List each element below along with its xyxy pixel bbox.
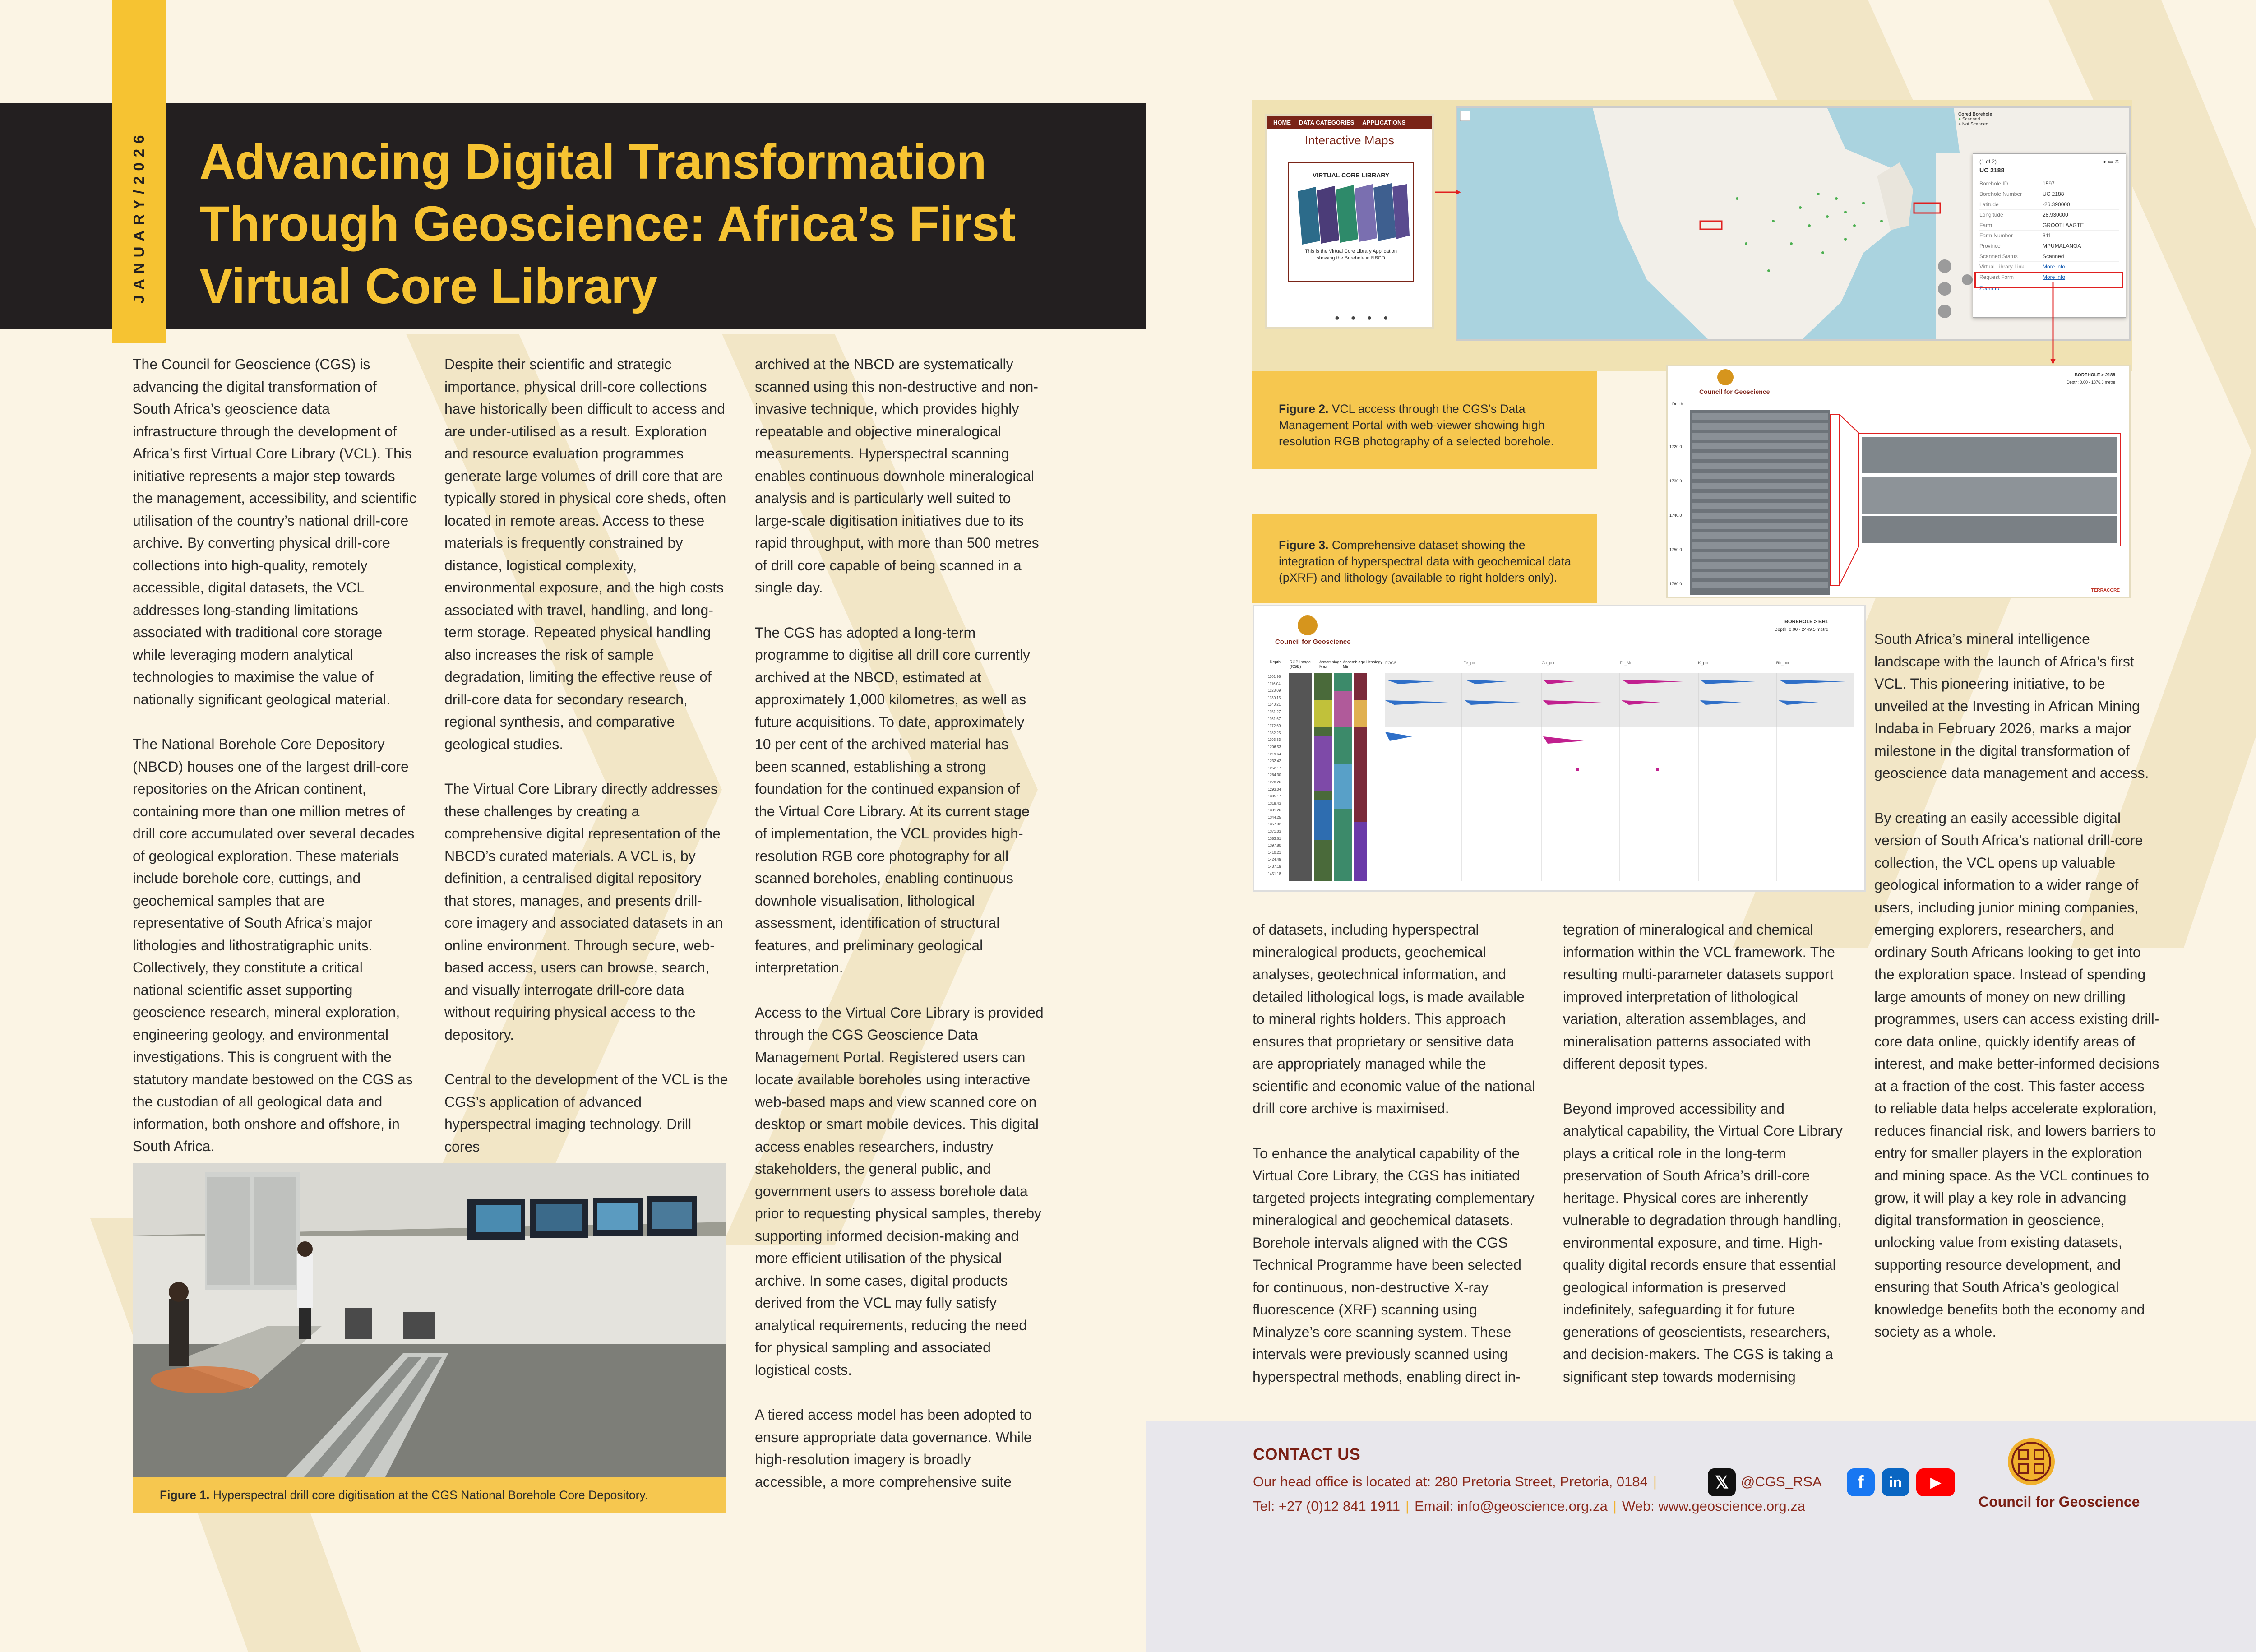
viewer-depth-label: Depth (1672, 402, 1683, 406)
right-page (1146, 0, 2256, 1652)
cgs-brand-name: Council for Geoscience (1979, 1494, 2140, 1510)
depth-tick: 1151.27 (1268, 709, 1281, 714)
x-handle[interactable]: @CGS_RSA (1741, 1474, 1822, 1490)
zoom-to-link[interactable]: Zoom to (1979, 285, 2000, 292)
popup-heading: UC 2188 (1979, 167, 2119, 176)
depth-tick: 1219.64 (1268, 752, 1281, 756)
carousel-dots[interactable]: ● ● ● ● (1335, 313, 1393, 322)
track-header: Fe_Mn (1619, 661, 1632, 665)
figure-3-caption (1252, 514, 1597, 603)
nav-data-categories[interactable]: DATA CATEGORIES (1299, 119, 1355, 126)
dataset-viewer (1253, 605, 1866, 892)
vcl-card-title: VIRTUAL CORE LIBRARY (1312, 171, 1390, 179)
viewer-breadcrumb[interactable]: BOREHOLE > 2188 (2074, 373, 2115, 378)
popup-row-label: Farm Number (1979, 232, 2013, 239)
linkedin-icon[interactable]: in (1882, 1468, 1909, 1496)
popup-row-value: -26.390000 (2043, 201, 2070, 208)
depth-tick: 1264.30 (1268, 773, 1281, 777)
figure-2-label: Figure 2. (1279, 402, 1329, 416)
nav-home[interactable]: HOME (1273, 119, 1291, 126)
depth-tick: 1116.04 (1268, 681, 1281, 686)
popup-row-value: 1597 (2043, 180, 2055, 187)
contact-heading: CONTACT US (1253, 1445, 1361, 1463)
popup-row-value: MPUMALANGA (2043, 243, 2081, 249)
viewer-depth-ticks: 1720.0 1730.0 1740.0 1750.0 1760.0 (1669, 444, 1682, 586)
paragraph: Despite their scientific and strategic importance, physical drill-core collections have historically been difficult to access and are under-utilised as a result. Exploration and resource evaluation programmes generate large volumes of drill core that are typically stored in physical core sheds, often located in remote areas. Access to these materials is frequently constrained by distance, logistical complexity, environmental exposure, and the high costs associated with travel, handling, and long-term storage. Repeated physical handling also increases the risk of sample degradation, limiting the effective reuse of drill-core data for secondary research, regional synthesis, and comparative geological studies. (444, 356, 726, 752)
popup-row-value[interactable]: More info (2043, 264, 2066, 270)
paragraph: Access to the Virtual Core Library is provided through the CGS Geoscience Data Management Portal. Registered users can locate available boreholes using interactive web-based maps and view scanned core on desktop or smart mobile devices. This digital access enables researchers, industry stakeholders, the general public, and government users to assess borehole data prior to requesting physical samples, thereby supporting informed decision-making and more efficient utilisation of the physical archive. In some cases, digital products derived from the VCL may fully satisfy analytical requirements, reducing the need for physical sampling and associated logistical costs. (755, 1004, 1044, 1378)
paragraph: To enhance the analytical capability of the Virtual Core Library, the CGS has initiated targeted projects integrating complementary mineralogical and geochemical datasets. Borehole intervals aligned with the CGS Technical Programme have been selected for continuous, non-destructive X-ray fluorescence (XRF) scanning using Minalyze’s core scanning system. These intervals were previously scanned using hyperspectral methods, enabling direct in- (1253, 1145, 1535, 1385)
text-column-2 (444, 353, 729, 1158)
cgs-logo-icon (1717, 369, 1734, 385)
core-viewer (1666, 365, 2131, 598)
article-title: Advancing Digital Transformation Through Geoscience: Africa’s First Virtual Core Library (199, 134, 1016, 314)
popup-row-label: Request Form (1979, 274, 2014, 280)
depth-tick: 1344.25 (1268, 815, 1281, 819)
popup-row-label: Farm (1979, 222, 1992, 228)
figure-3-text: Comprehensive dataset showing the integration of hyperspectral data with geochemical data (pXRF) and lithology (available to right holders only). (1279, 538, 1572, 584)
contact-web[interactable]: Web: www.geoscience.org.za (1622, 1498, 1806, 1514)
popup-row-value: GROOTLAAGTE (2043, 222, 2084, 228)
dataset-column-headers: Depth RGB Image (RGB) Assemblage Max Assemblage Min Lithology (1270, 660, 1383, 669)
contact-details: Tel: +27 (0)12 841 1911 | Email: info@geoscience.org.za | Web: www.geoscience.org.za (1253, 1498, 1806, 1514)
popup-controls[interactable]: ▸ ▭ ✕ (2103, 158, 2119, 165)
paragraph: A tiered access model has been adopted to ensure appropriate data governance. While high-resolution imagery is broadly accessible, a more comprehensive suite (755, 1407, 1032, 1490)
text-column-3 (755, 353, 1044, 1493)
depth-tick: 1305.17 (1268, 794, 1281, 799)
dataset-depth-note: Depth: 0.00 - 2449.5 metre (1774, 627, 1828, 632)
figure-1-text: Hyperspectral drill core digitisation at the CGS National Borehole Core Depository. (213, 1488, 648, 1502)
depth-tick: 1252.17 (1268, 766, 1281, 770)
text-column-5 (1563, 919, 1847, 1388)
paragraph: archived at the NBCD are systematically scanned using this non-destructive and non-invasive technique, which provides highly repeatable and objective mineralogical measurements. Hyperspectral scanning enables continuous downhole mineralogical analysis and is particularly well suited to large-scale digitisation initiatives due to its rapid throughput, with more than 500 metres of drill core capable of being scanned in a single day. (755, 356, 1039, 596)
viewer-org: Council for Geoscience (1699, 388, 1770, 395)
popup-row-value: UC 2188 (2043, 191, 2064, 197)
core-image (1690, 410, 2123, 595)
nav-applications[interactable]: APPLICATIONS (1362, 119, 1406, 126)
depth-tick: 1172.69 (1268, 724, 1281, 728)
popup-row-label: Longitude (1979, 212, 2003, 218)
contact-email[interactable]: Email: info@geoscience.org.za (1415, 1498, 1608, 1514)
dataset-depth-ticks (1268, 673, 1286, 877)
cgs-logo-icon (2006, 1437, 2056, 1486)
popup-row-label: Virtual Library Link (1979, 264, 2025, 270)
figure-1-caption (133, 1477, 726, 1513)
paragraph: Beyond improved accessibility and analytical capability, the Virtual Core Library plays a critical role in the long-term preservation of South Africa’s drill-core heritage. Physical cores are inherently vulnerable to degradation through handling, environmental exposure, and time. High-quality digital records ensure that essential geological information is preserved indefinitely, safeguarding it for future generations of geoscientists, researchers, and decision-makers. The CGS is taking a significant step towards modernising (1563, 1100, 1843, 1385)
issue-date: JANUARY/2026 (130, 130, 147, 304)
depth-tick: 1206.53 (1268, 745, 1281, 749)
popup-row-label: Latitude (1979, 201, 1999, 208)
paragraph: By creating an easily accessible digital version of South Africa’s national drill-core collection, the VCL opens up valuable geological information to a wider range of users, including junior mining companies, emerging explorers, researchers, and ordinary South Africans looking to get into the exploration space. Instead of spending large amounts of money on new drilling programmes, users can access existing drill-core data online, quickly identify areas of interest, and make better-informed decisions at a fraction of the cost. This faster access to reliable data helps accelerate exploration, reduces financial risk, and lowers barriers to entry for smaller players in the exploration and mining space. As the VCL continues to grow, it will play a key role in advancing digital transformation in geoscience, unlocking value from existing datasets, supporting resource development, and ensuring that South Africa’s geological knowledge benefits both the economy and society as a whole. (1874, 810, 2159, 1340)
text-column-6 (1874, 628, 2159, 1343)
depth-tick: 1161.67 (1268, 717, 1281, 721)
vcl-card-caption: This is the Virtual Core Library Application showing the Borehole in NBCD (1304, 249, 1397, 261)
paragraph: Central to the development of the VCL is the CGS’s application of advanced hyperspectral imaging technology. Drill cores (444, 1071, 728, 1155)
track-header: FOCS (1385, 661, 1397, 665)
geochem-tracks (1385, 673, 1854, 881)
youtube-icon[interactable]: ▶ (1916, 1468, 1955, 1496)
track-header: Rb_pct (1776, 661, 1789, 665)
depth-tick: 1278.26 (1268, 780, 1281, 784)
interactive-maps-title: Interactive Maps (1304, 134, 1395, 147)
contact-tel[interactable]: Tel: +27 (0)12 841 1911 (1253, 1498, 1401, 1514)
figure-3-label: Figure 3. (1279, 538, 1329, 552)
depth-tick: 1383.61 (1268, 836, 1281, 841)
cgs-logo-icon (1298, 615, 1318, 635)
track-header: Ca_pct (1541, 661, 1555, 665)
depth-tick: 1437.19 (1268, 865, 1281, 869)
depth-tick: 1101.98 (1268, 675, 1281, 679)
dataset-track-headers (1385, 661, 1854, 665)
popup-row-label: Borehole Number (1979, 191, 2022, 197)
depth-tick: 1424.49 (1268, 857, 1281, 862)
figure-1-photo (133, 1163, 726, 1477)
text-column-1 (133, 353, 417, 1158)
popup-counter: (1 of 2) (1979, 158, 1997, 165)
depth-tick: 1318.43 (1268, 801, 1281, 805)
legend-scanned: ● Scanned (1958, 117, 1980, 122)
depth-tick: 1232.42 (1268, 759, 1281, 764)
popup-row-value[interactable]: More info (2043, 274, 2066, 280)
depth-tick: 1193.33 (1268, 738, 1281, 742)
hyperspectral-columns (1289, 673, 1370, 881)
address-text: Our head office is located at: 280 Pretoria Street, Pretoria, 0184 (1253, 1474, 1648, 1490)
depth-tick: 1293.04 (1268, 787, 1281, 791)
depth-tick: 1182.25 (1268, 731, 1281, 735)
depth-tick: 1357.32 (1268, 822, 1281, 827)
track-header: Fe_pct (1463, 661, 1476, 665)
depth-tick: 1123.09 (1268, 689, 1281, 693)
dataset-org: Council for Geoscience (1275, 638, 1351, 646)
paragraph: The CGS has adopted a long-term programme to digitise all drill core currently archived at the NBCD, estimated at approximately 1,000 kilometres, as well as future acquisitions. To date, approximately 10 per cent of the archived material has been scanned, establishing a strong foundation for the continued expansion of the Virtual Core Library. At its current stage of implementation, the VCL provides high-resolution RGB core photography for all scanned boreholes, enabling continuous downhole visualisation, lithological assessment, identification of structural features, and preliminary geological interpretation. (755, 624, 1030, 976)
figure-2-caption (1252, 371, 1597, 469)
depth-tick: 1371.03 (1268, 829, 1281, 834)
scanned-dot-icon: ● (1958, 117, 1961, 122)
paragraph: The Virtual Core Library directly addresses these challenges by creating a comprehensive digital representation of the NBCD’s curated materials. A VCL is, by definition, a centralised digital repository that stores, manages, and presents drill-core imagery and associated datasets in an online environment. Through secure, web-based access, users can browse, search, and visually interrogate drill-core data without requiring physical access to the depository. (444, 781, 723, 1043)
paragraph: South Africa’s mineral intelligence landscape with the launch of Africa’s first VCL. This pioneering initiative, to be unveiled at the Investing in African Mining Indaba in February 2026, marks a major milestone in the digital transformation of geoscience data management and access. (1874, 631, 2149, 781)
figure-1-label: Figure 1. (160, 1488, 210, 1502)
paragraph: The National Borehole Core Depository (NBCD) houses one of the largest drill-core repositories on the African continent, containing more than one million metres of drill core accumulated over several decades of geological exploration. These materials include borehole core, cuttings, and geochemical samples that are representative of South Africa’s major lithologies and lithostratigraphic units. Collectively, they constitute a critical national scientific asset supporting geoscience research, mineral exploration, engineering geology, and environmental investigations. This is congruent with the statutory mandate bestowed on the CGS as the custodian of all geological data and information, both onshore and offshore, in South Africa. (133, 736, 415, 1154)
popup-row-label: Province (1979, 243, 2001, 249)
contact-address: Our head office is located at: 280 Pretoria Street, Pretoria, 0184 | (1253, 1474, 1657, 1490)
popup-row-value: Scanned (2043, 253, 2064, 259)
text-column-4 (1253, 919, 1536, 1388)
paragraph: tegration of mineralogical and chemical information within the VCL framework. The resulting multi-parameter datasets support improved interpretation of lithological variation, alteration assemblages, and mineralisation patterns associated with different deposit types. (1563, 921, 1835, 1072)
paragraph: of datasets, including hyperspectral mineralogical products, geochemical analyses, geotechnical information, and detailed lithological logs, is made available to mineral rights holders. This approach ensures that proprietary or sensitive data are appropriately managed while the scientific and economic value of the national drill core archive is maximised. (1253, 921, 1535, 1116)
viewer-footer-logo: TERRACORE (2091, 588, 2120, 593)
facebook-icon[interactable]: f (1847, 1468, 1875, 1496)
viewer-depth-note: Depth: 0.00 - 1876.6 metre (2066, 380, 2115, 384)
not-scanned-dot-icon: ● (1958, 122, 1961, 127)
popup-row-value: 311 (2043, 232, 2052, 239)
depth-tick: 1410.21 (1268, 850, 1281, 855)
dataset-breadcrumb[interactable]: BOREHOLE > BH1 (1784, 619, 1828, 625)
depth-tick: 1451.18 (1268, 871, 1281, 876)
popup-row-label: Scanned Status (1979, 253, 2018, 259)
figure-2-text: VCL access through the CGS’s Data Management Portal with web-viewer showing high resolution RGB photography of a selected borehole. (1279, 402, 1554, 448)
x-icon[interactable]: 𝕏 (1708, 1468, 1736, 1496)
depth-tick: 1331.26 (1268, 808, 1281, 813)
depth-tick: 1130.15 (1268, 695, 1281, 700)
legend-not-scanned: ● Not Scanned (1958, 122, 1988, 127)
popup-row-label: Borehole ID (1979, 180, 2008, 187)
paragraph: The Council for Geoscience (CGS) is advancing the digital transformation of South Africa’s geoscience data infrastructure through the development of Africa’s first Virtual Core Library (VCL). This initiative represents a major step towards the management, accessibility, and scientific utilisation of the country’s national drill-core archive. By converting physical drill-core collections into high-quality, remotely accessible, digital datasets, the VCL addresses long-standing limitations associated with traditional core storage while leveraging modern analytical technologies to maximise the value of nationally significant geological material. (133, 356, 417, 708)
legend-title: Cored Borehole (1958, 112, 1992, 117)
track-header: K_pct (1698, 661, 1709, 665)
depth-tick: 1140.21 (1268, 703, 1281, 707)
popup-row-value: 28.930000 (2043, 212, 2068, 218)
depth-tick: 1397.80 (1268, 843, 1281, 848)
